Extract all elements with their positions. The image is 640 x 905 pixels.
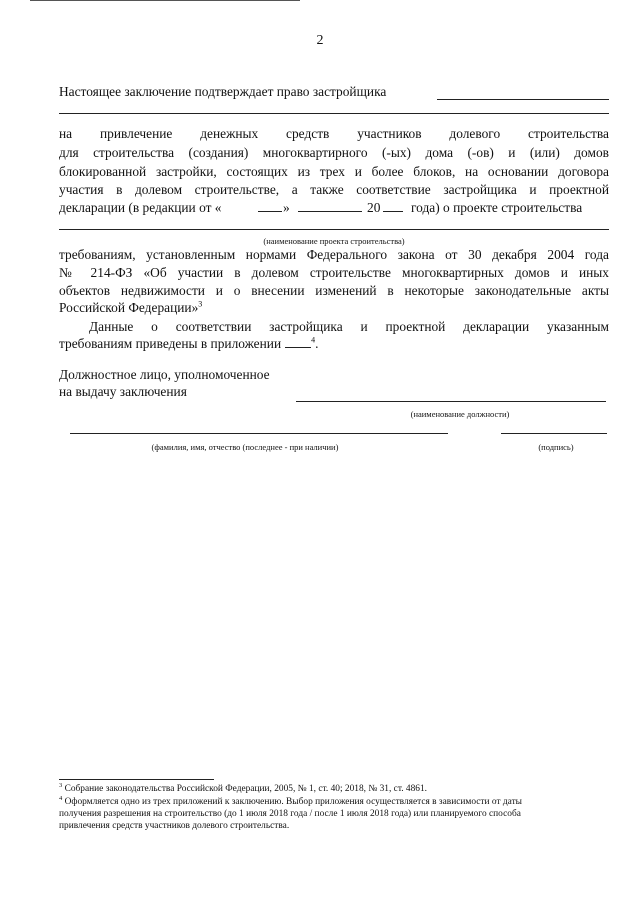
signatory-line2: на выдачу заключения	[59, 384, 187, 399]
position-name-field[interactable]	[296, 401, 606, 402]
footnote-3-text: Собрание законодательства Российской Федерации, 2005, № 1, ст. 40; 2018, № 31, ст. 4861.	[64, 784, 428, 794]
position-name-caption: (наименование должности)	[410, 409, 510, 419]
developer-name-field[interactable]	[437, 99, 609, 100]
developer-name-field-continued[interactable]	[59, 113, 609, 114]
footnote-4-line2: получения разрешения на строительство (до 1 июля 2018 года / после 1 июля 2018 года) или планируемого способа	[59, 809, 521, 819]
appendix-number-field[interactable]	[285, 335, 311, 348]
footnote-ref-4: 4	[311, 335, 316, 345]
paragraph2-line1: требованиям, установленным нормами Федерального закона от 30 декабря 2004 года	[59, 247, 609, 262]
intro-text: Настоящее заключение подтверждает право застройщика	[59, 84, 387, 99]
footnote-4-mark: 4	[59, 794, 63, 802]
paragraph1-line3: блокированной застройки, состоящих из трех и более блоков, на основании договора	[59, 164, 609, 179]
footnote-3	[59, 781, 607, 796]
signature-caption: (подпись)	[538, 442, 574, 452]
footnote-4-line1: Оформляется одно из трех приложений к заключению. Выбор приложения осуществляется в зависимости от даты	[64, 797, 522, 807]
page-number: 2	[316, 33, 324, 48]
paragraph1-line4: участия в долевом строительстве, а также соответствие застройщика и проектной	[59, 182, 609, 197]
date-day-field[interactable]	[258, 211, 282, 212]
paragraph3-line1: Данные о соответствии застройщика и проектной декларации указанным	[89, 319, 609, 334]
paragraph2-line3: объектов недвижимости и о внесении изменений в некоторые законодательные акты	[59, 283, 609, 298]
paragraph3-line2-end: .	[315, 336, 319, 351]
footnote-4-line3: привлечения средств участников долевого строительства.	[59, 821, 290, 831]
paragraph1-line5-start: декларации (в редакции от «	[59, 200, 222, 215]
paragraph2-line2: № 214-ФЗ «Об участии в долевом строительстве многоквартирных домов и иных	[59, 265, 609, 280]
date-year-prefix: 20	[367, 200, 381, 215]
paragraph2-last-line: Российской Федерации»	[59, 300, 199, 315]
project-name-caption: (наименование проекта строительства)	[263, 236, 405, 246]
project-name-field[interactable]	[59, 229, 609, 230]
signatory-line1: Должностное лицо, уполномоченное	[59, 367, 270, 382]
footnote-4	[59, 794, 607, 809]
signature-field[interactable]	[501, 433, 607, 434]
footnote-3-mark: 3	[59, 781, 63, 789]
footnote-separator	[59, 779, 214, 780]
footnote-ref-3: 3	[198, 299, 203, 309]
full-name-caption: (фамилия, имя, отчество (последнее - при наличии)	[151, 442, 339, 452]
date-month-field[interactable]	[298, 211, 362, 212]
paragraph1-line5-end: года) о проекте строительства	[411, 200, 583, 215]
paragraph3-line2-start: требованиям приведены в приложении	[59, 336, 282, 351]
paragraph1-line1: на привлечение денежных средств участников долевого строительства	[59, 126, 609, 141]
date-quote-close: »	[283, 200, 290, 215]
full-name-field[interactable]	[70, 433, 448, 434]
date-year-field[interactable]	[383, 211, 403, 212]
paragraph3-line2	[59, 335, 319, 353]
paragraph2-line4	[59, 299, 202, 317]
top-border-line	[30, 0, 300, 1]
paragraph1-line2: для строительства (создания) многоквартирного (-ых) дома (-ов) и (или) домов	[59, 145, 609, 160]
